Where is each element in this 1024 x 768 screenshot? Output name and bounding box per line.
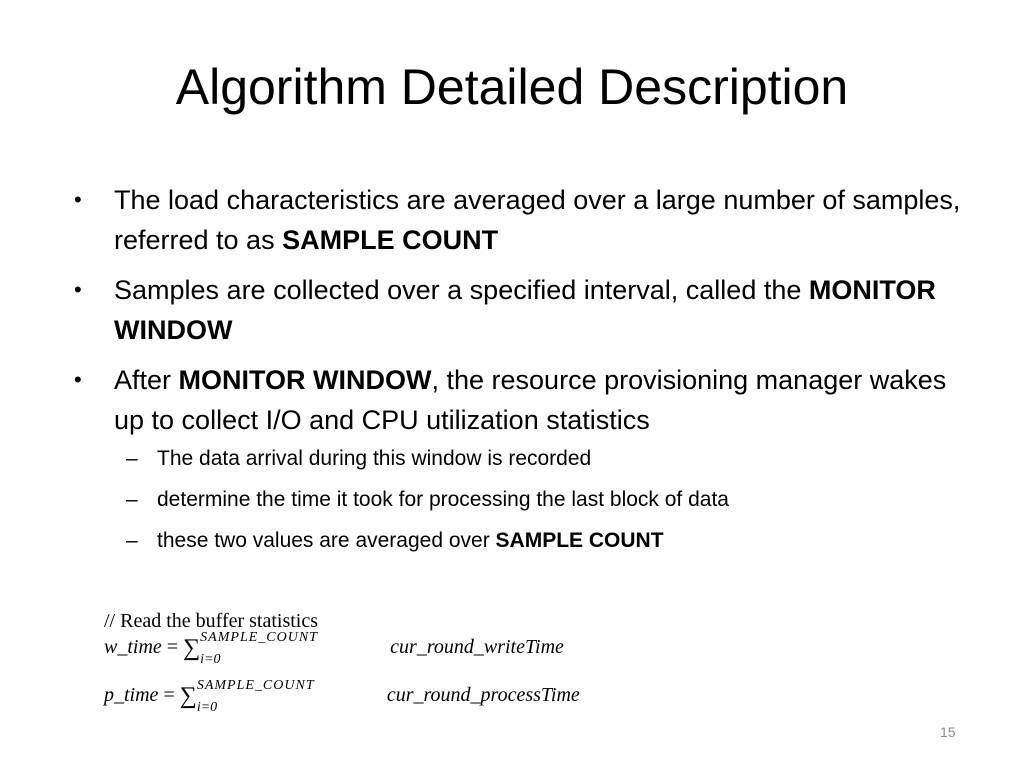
bullet-item: [74, 270, 974, 350]
dash-icon: –: [126, 488, 138, 511]
bullet-item: [74, 360, 974, 440]
sub-bullet-item: [74, 485, 974, 515]
formula-line-p-time: [104, 680, 744, 728]
sum-upper-limit: SAMPLE_COUNT: [196, 678, 315, 694]
sub-bullet-bold-text: SAMPLE COUNT: [495, 529, 664, 552]
formula-comment: // Read the buffer statistics: [104, 610, 319, 632]
sub-bullet-text: these two values are averaged over: [157, 529, 496, 552]
sub-bullet-item: [74, 444, 974, 474]
sum-lower-limit: i=0: [200, 652, 221, 668]
bullet-bold-text: SAMPLE COUNT: [282, 225, 499, 255]
bullet-bold-text: MONITOR WINDOW: [114, 275, 936, 345]
sub-bullet-item: [74, 526, 974, 556]
sum-lower-limit: i=0: [196, 700, 218, 716]
bullet-text-after: , the resource provisioning manager wakes up to collect I/O and CPU utilization statistics: [114, 365, 947, 435]
bullet-text: Samples are collected over a specified interval, called the: [114, 275, 809, 305]
formula-lhs: w_time: [104, 636, 162, 658]
bullet-item: [74, 180, 974, 260]
bullet-text: After: [114, 365, 179, 395]
bullet-dot-icon: •: [74, 367, 82, 392]
bullet-text: The load characteristics are averaged over a large number of samples, referred to as: [114, 185, 961, 255]
sub-bullet-text: determine the time it took for processing the last block of data: [157, 488, 729, 511]
dash-icon: –: [126, 447, 138, 470]
formula-lhs: p_time: [104, 684, 159, 706]
page-number: 15: [940, 724, 956, 740]
bullet-list: [74, 180, 974, 567]
formula-term: cur_round_processTime: [386, 684, 580, 706]
bullet-dot-icon: •: [74, 277, 82, 302]
sigma-icon: ∑: [179, 683, 197, 709]
bullet-bold-text: MONITOR WINDOW: [178, 365, 432, 395]
sigma-icon: ∑: [183, 635, 201, 661]
sum-limits: [196, 678, 387, 716]
formula-equals: =: [161, 636, 184, 658]
slide-title: Algorithm Detailed Description: [175, 59, 849, 115]
formula-image: [104, 610, 744, 728]
formula-equals: =: [158, 684, 180, 706]
formula-term: cur_round_writeTime: [390, 636, 564, 658]
sum-upper-limit: SAMPLE_COUNT: [200, 630, 318, 646]
sum-limits: [200, 630, 390, 668]
sub-bullet-text: The data arrival during this window is recorded: [157, 447, 592, 470]
dash-icon: –: [126, 529, 138, 552]
bullet-dot-icon: •: [74, 187, 82, 212]
